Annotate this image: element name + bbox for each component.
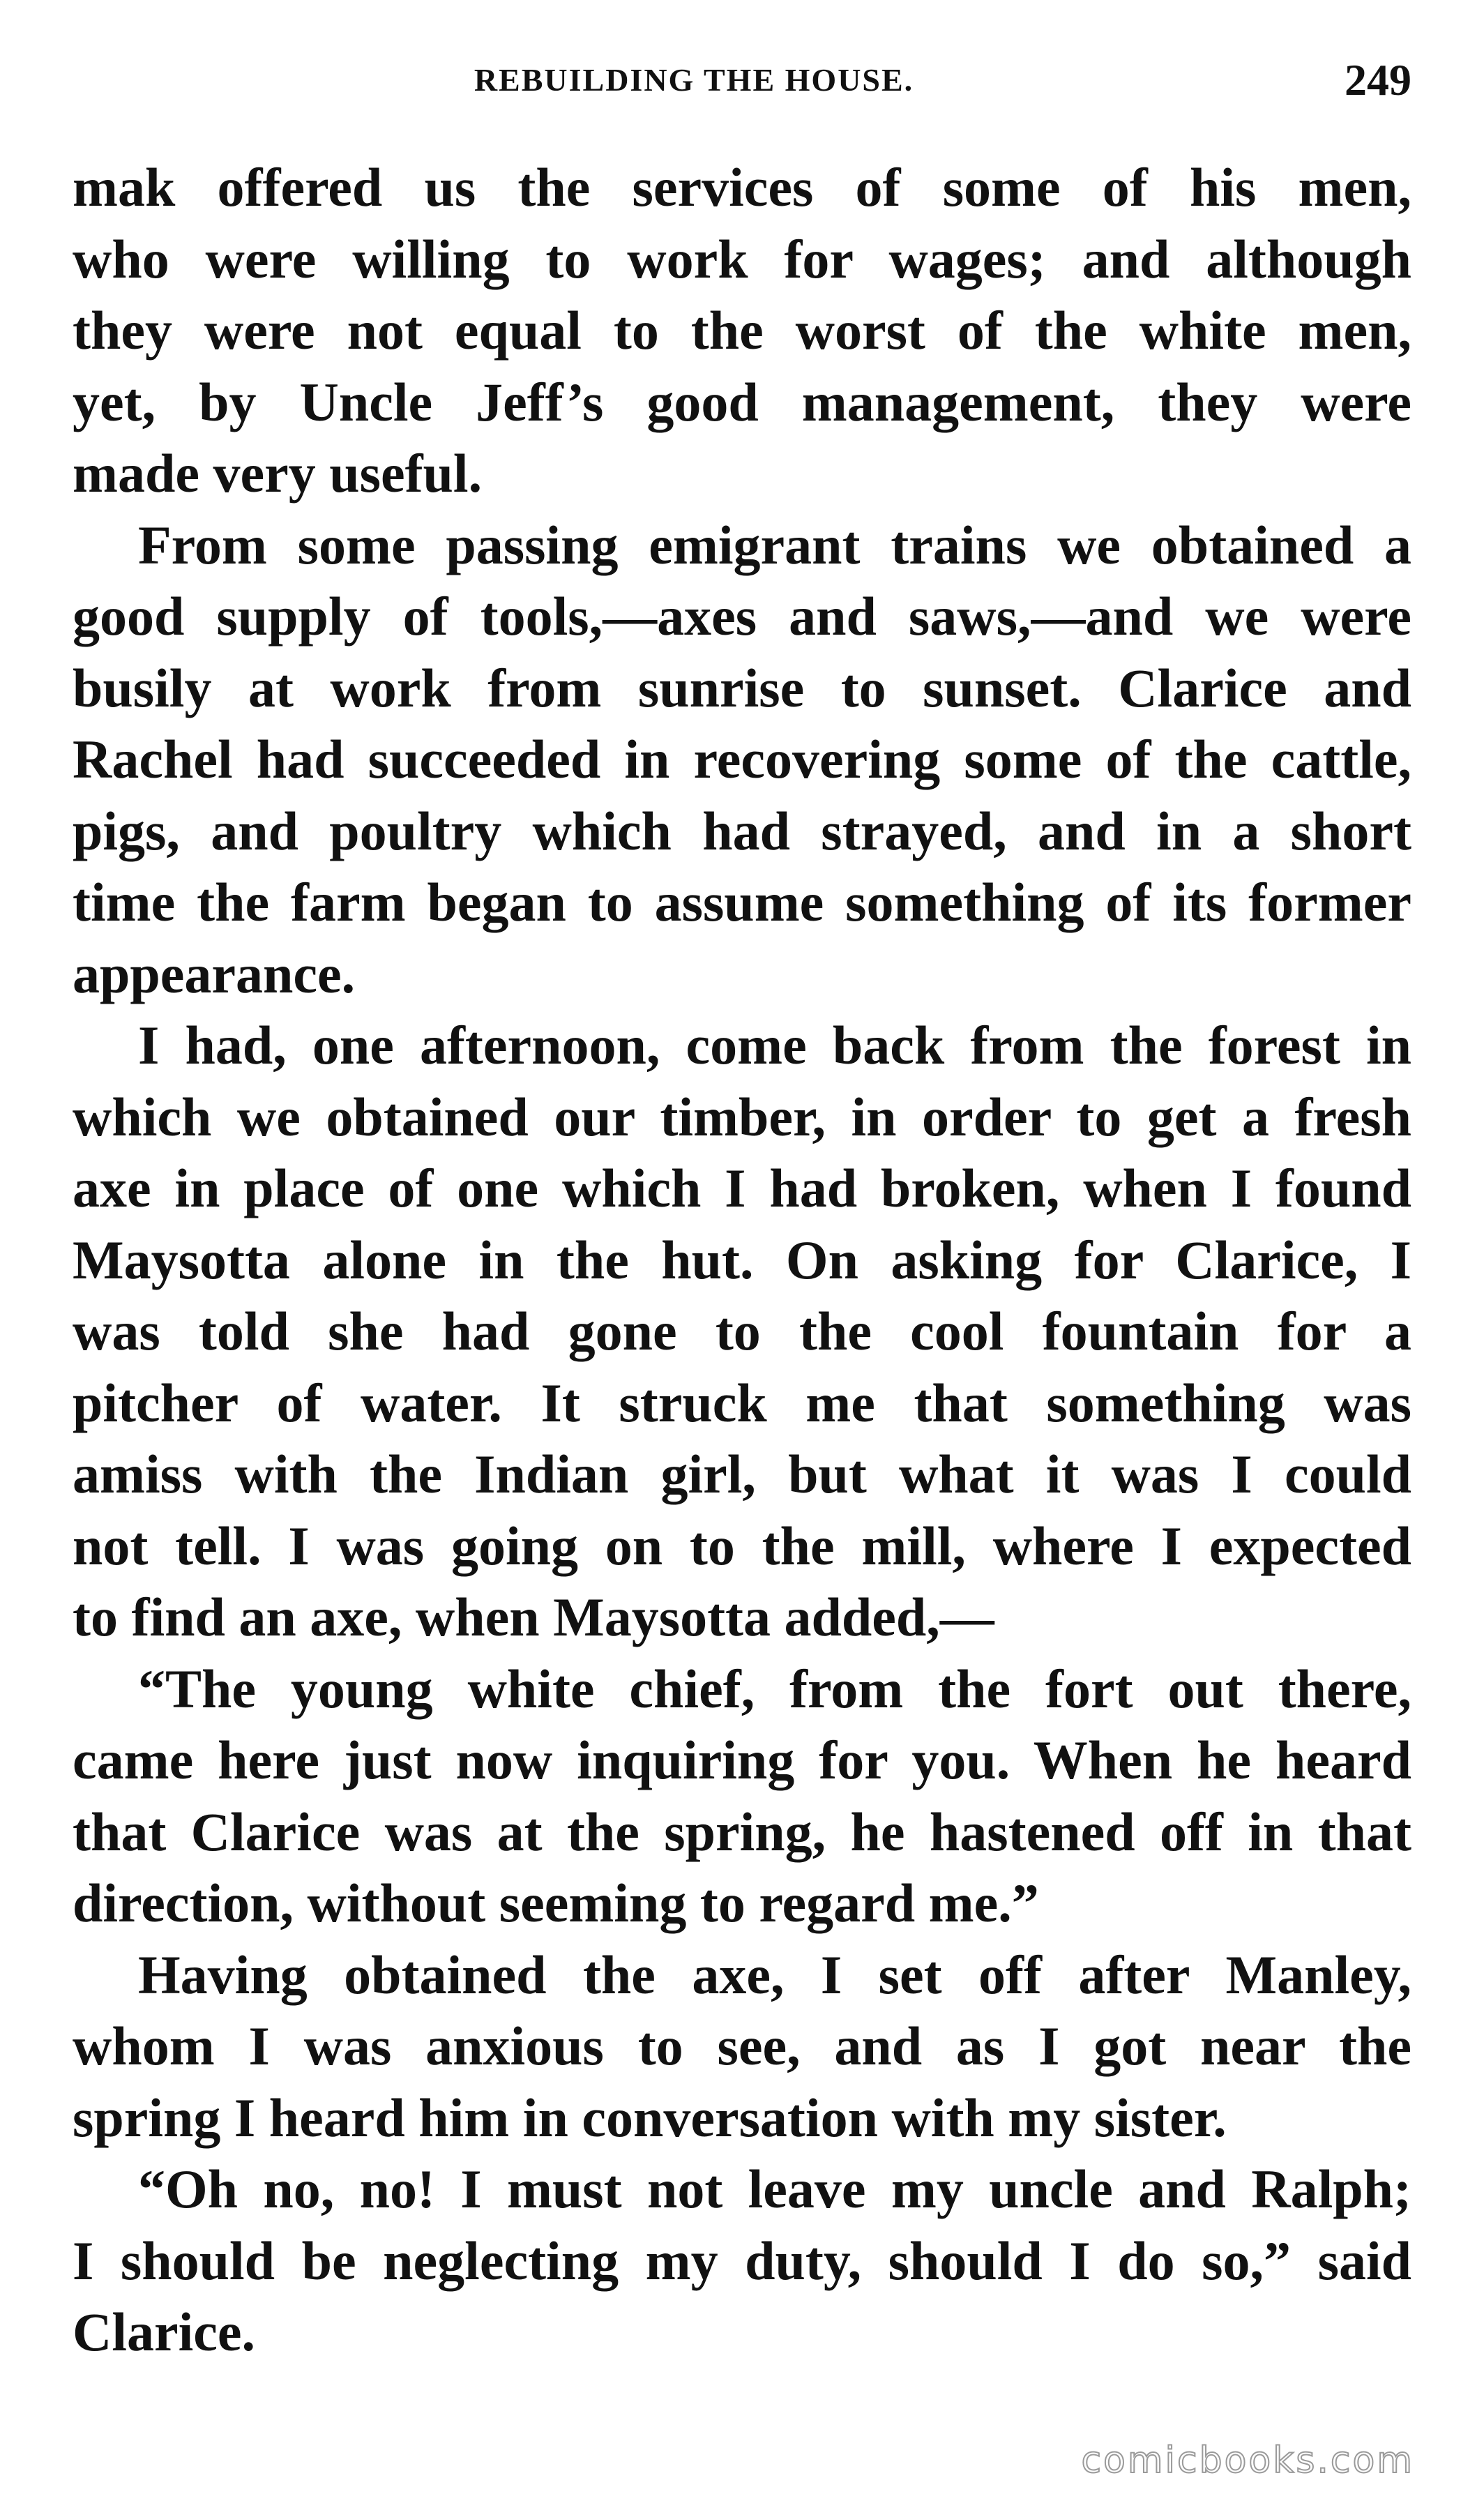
text-line: whom I was anxious to see, and as I got near the — [73, 2016, 1411, 2076]
text-line: axe in place of one which I had broken, when I found — [73, 1158, 1411, 1218]
text-line: “Oh no, no! I must not leave my uncle and Ralph; — [138, 2159, 1411, 2219]
text-line: to find an axe, when Maysotta added,— — [73, 1587, 994, 1647]
text-line: busily at work from sunrise to sunset. Clarice and — [73, 657, 1411, 718]
paragraph-5 — [73, 1940, 1411, 2154]
text-line: they were not equal to the worst of the white men, — [73, 300, 1411, 361]
text-line: mak offered us the services of some of his men, — [73, 157, 1411, 218]
text-line: pigs, and poultry which had strayed, and in a short — [73, 800, 1411, 861]
text-line: which we obtained our timber, in order to get a fresh — [73, 1086, 1411, 1147]
text-line: spring I heard him in conversation with my sister. — [73, 2087, 1227, 2148]
body-text — [73, 152, 1411, 2368]
text-line: appearance. — [73, 943, 356, 1004]
paragraph-2 — [73, 510, 1411, 1011]
running-head — [0, 54, 1484, 117]
text-line: time the farm began to assume something of its former — [73, 872, 1411, 932]
paragraph-4 — [73, 1654, 1411, 1940]
text-line: came here just now inquiring for you. When he heard — [73, 1730, 1411, 1790]
text-line: Clarice. — [73, 2302, 256, 2362]
text-line: direction, without seeming to regard me.” — [73, 1873, 1039, 1933]
text-line: amiss with the Indian girl, but what it was I could — [73, 1444, 1411, 1504]
text-line: I had, one afternoon, come back from the forest in — [138, 1015, 1411, 1075]
text-line: made very useful. — [73, 443, 483, 504]
site-watermark: comicbooks.com — [1081, 2440, 1414, 2481]
paragraph-3 — [73, 1010, 1411, 1654]
text-line: I should be neglecting my duty, should I do so,” said — [73, 2230, 1411, 2291]
text-line: Having obtained the axe, I set off after Manley, — [138, 1944, 1411, 2005]
page-number: 249 — [1345, 55, 1411, 105]
text-line: not tell. I was going on to the mill, where I expected — [73, 1515, 1411, 1576]
text-line: good supply of tools,—axes and saws,—and we were — [73, 586, 1411, 647]
text-line: Maysotta alone in the hut. On asking for Clarice, I — [73, 1229, 1411, 1290]
running-title: REBUILDING THE HOUSE. — [474, 62, 914, 98]
text-line: that Clarice was at the spring, he hastened off in that — [73, 1801, 1411, 1862]
paragraph-6 — [73, 2154, 1411, 2368]
text-line: was told she had gone to the cool fountain for a — [73, 1301, 1411, 1361]
text-line: who were willing to work for wages; and although — [73, 228, 1411, 289]
text-line: pitcher of water. It struck me that something was — [73, 1372, 1411, 1433]
paragraph-1 — [73, 152, 1411, 510]
text-line: Rachel had succeeded in recovering some of the cattle, — [73, 729, 1411, 789]
text-line: “The young white chief, from the fort out there, — [138, 1658, 1411, 1719]
text-line: From some passing emigrant trains we obtained a — [138, 514, 1411, 575]
text-line: yet, by Uncle Jeff’s good management, they were — [73, 371, 1411, 432]
